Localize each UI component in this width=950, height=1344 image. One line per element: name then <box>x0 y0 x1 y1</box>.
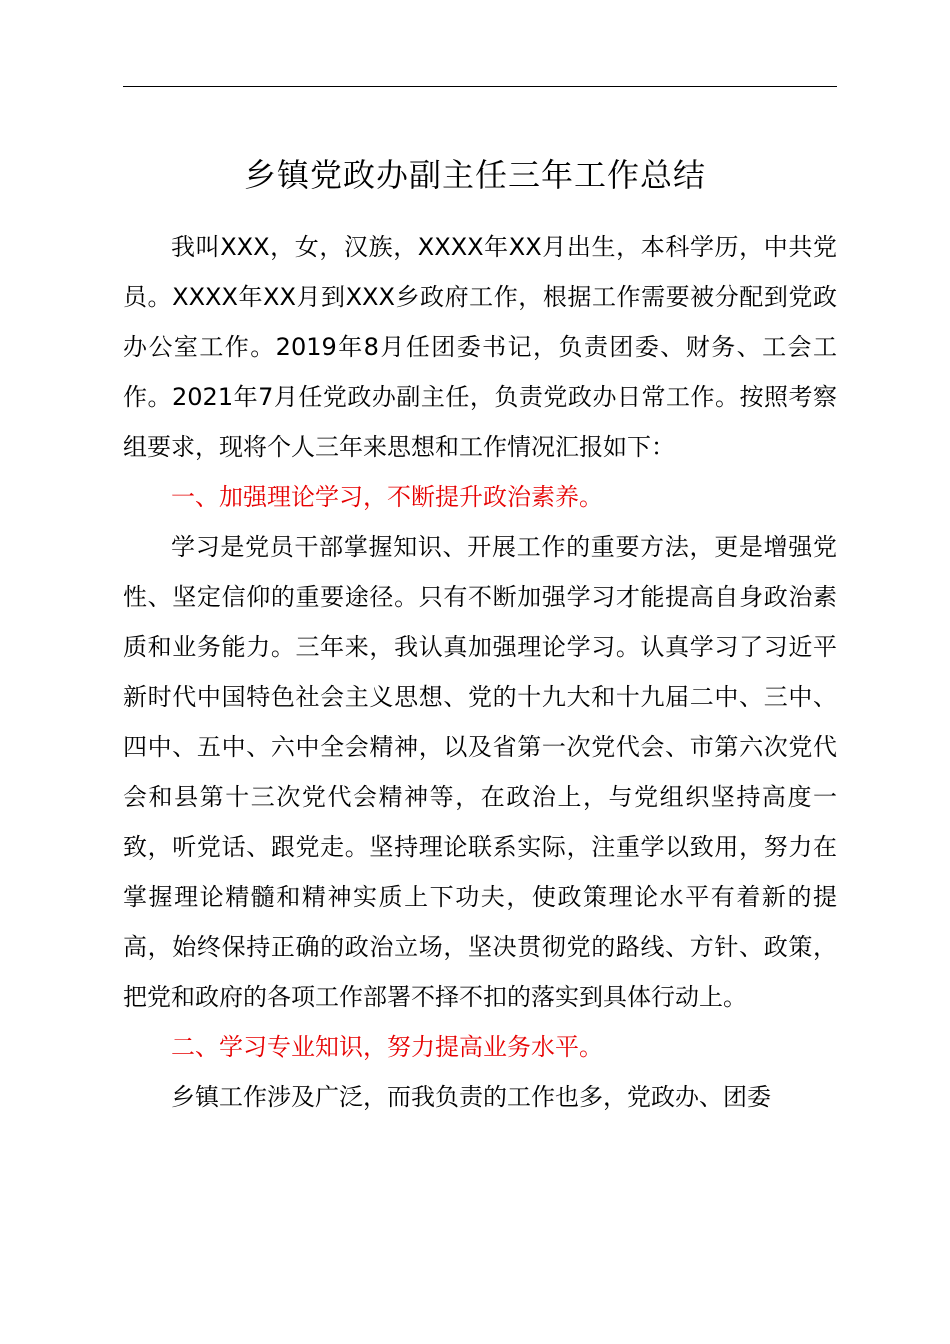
document-body <box>123 222 837 1122</box>
section-heading-1: 一、加强理论学习，不断提升政治素养。 <box>171 483 603 511</box>
header-rule <box>123 86 837 87</box>
section-1-paragraph: 学习是党员干部掌握知识、开展工作的重要方法，更是增强党性、坚定信仰的重要途径。只有不断加强学习才能提高自身政治素质和业务能力。三年来，我认真加强理论学习。认真学习了习近平新时代中国特色社会主义思想、党的十九大和十九届二中、三中、四中、五中、六中全会精神，以及省第一次党代会、市第六次党代会和县第十三次党代会精神等，在政治上，与党组织坚持高度一致，听党话、跟党走。坚持理论联系实际，注重学以致用，努力在掌握理论精髓和精神实质上下功夫，使政策理论水平有着新的提高，始终保持正确的政治立场，坚决贯彻党的路线、方针、政策，把党和政府的各项工作部署不择不扣的落实到具体行动上。 <box>123 533 837 1011</box>
section-heading-2: 二、学习专业知识，努力提高业务水平。 <box>171 1033 603 1061</box>
intro-paragraph: 我叫XXX，女，汉族，XXXX年XX月出生，本科学历，中共党员。XXXX年XX月到XXX乡政府工作，根据工作需要被分配到党政办公室工作。2019年8月任团委书记，负责团委、财务、工会工作。2021年7月任党政办副主任，负责党政办日常工作。按照考察组要求，现将个人三年来思想和工作情况汇报如下： <box>123 233 837 461</box>
section-2-paragraph: 乡镇工作涉及广泛，而我负责的工作也多，党政办、团委 <box>171 1083 771 1111</box>
document-title: 乡镇党政办副主任三年工作总结 <box>243 156 706 194</box>
